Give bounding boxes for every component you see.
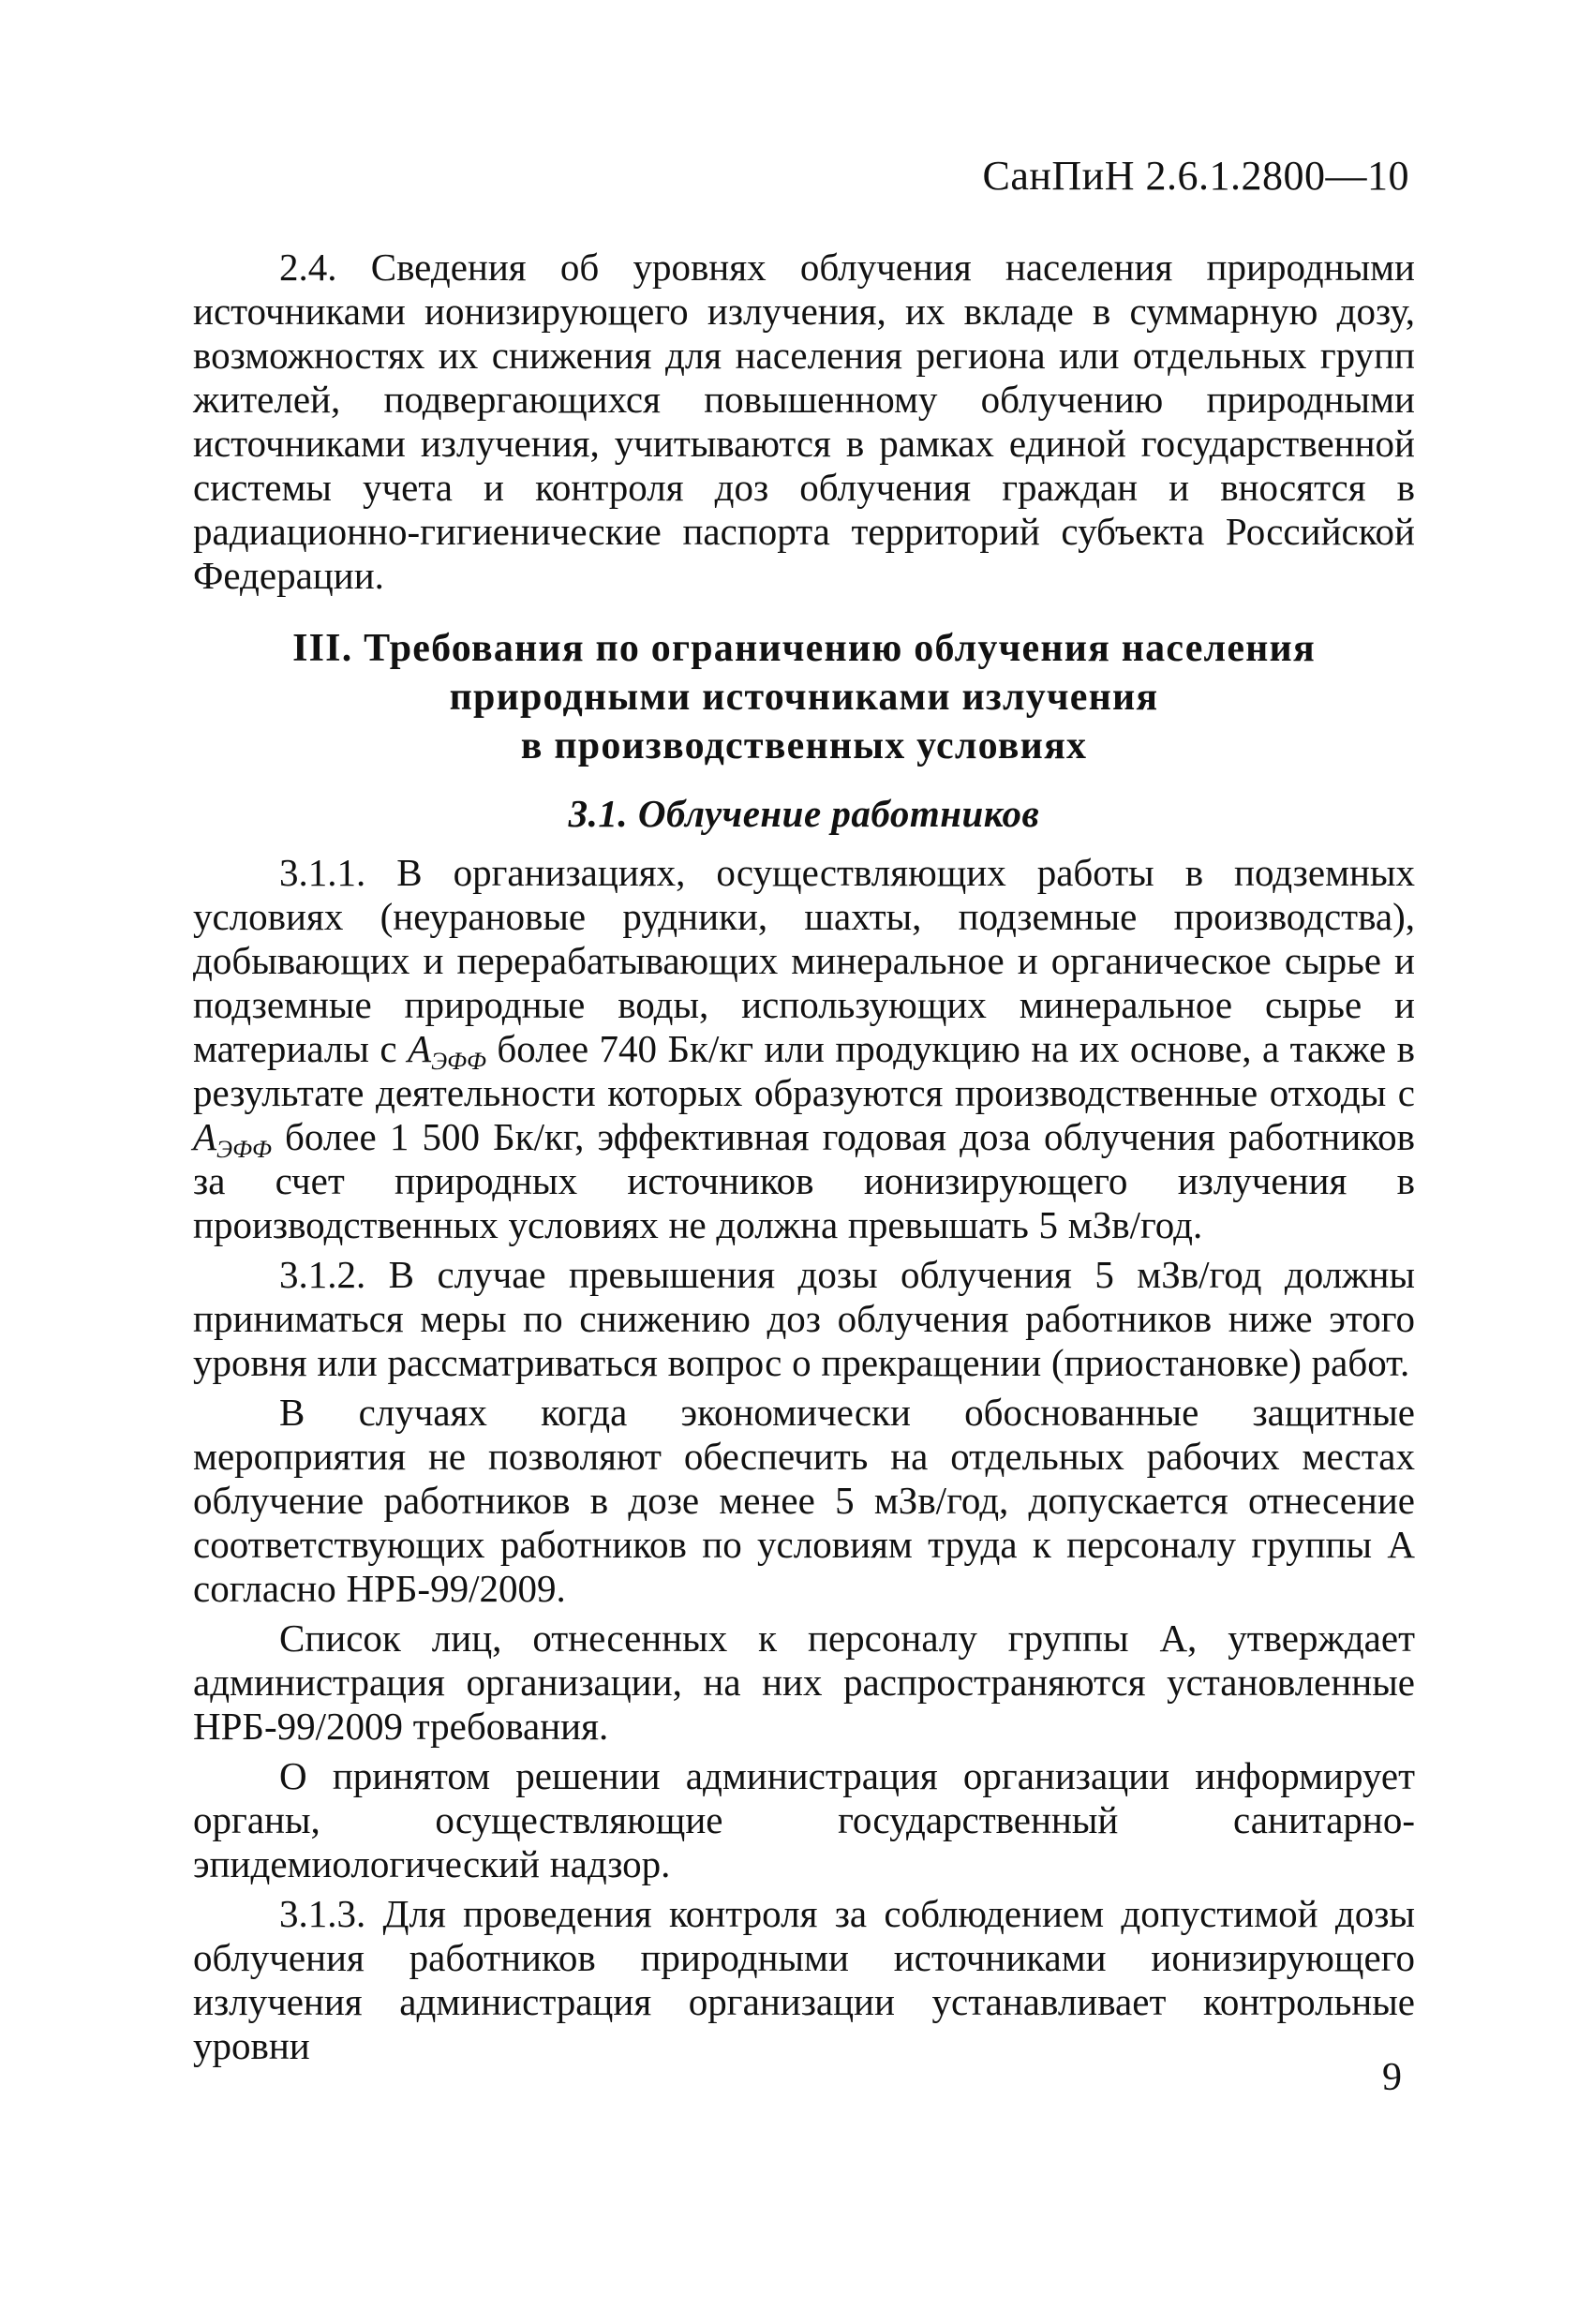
paragraph-3-1-1 bbox=[193, 851, 1415, 1247]
document-code-header: СанПиН 2.6.1.2800—10 bbox=[982, 153, 1409, 199]
activity-symbol: А bbox=[408, 1027, 432, 1070]
section-3-heading-line-3: в производственных условиях bbox=[520, 724, 1088, 767]
paragraph-3-1-1-part-2: более 740 Бк/кг или продукцию на их основе, а также в результате деятельности которых образуются производственные отходы с bbox=[193, 1027, 1416, 1114]
paragraph-group-a-list: Список лиц, отнесенных к персоналу группы А, утверждает администрация организации, на них распространяются установленные НРБ-99/2009 требования. bbox=[193, 1616, 1415, 1748]
subsection-3-1-heading: 3.1. Облучение работников bbox=[568, 792, 1040, 835]
page-body bbox=[193, 246, 1415, 2068]
paragraph-3-1-2: 3.1.2. В случае превышения дозы облучения 5 мЗв/год должны приниматься меры по снижению доз облучения работников ниже этого уровня или рассматриваться вопрос о прекращении (приостановке) работ. bbox=[193, 1253, 1415, 1384]
section-3-heading-line-1: III. Требования по ограничению облучения населения bbox=[292, 627, 1316, 670]
paragraph-2-4: 2.4. Сведения об уровнях облучения населения природными источниками ионизирующего излучения, их вкладе в суммарную дозу, возможностях их снижения для населения региона или отдельных групп жителей, подвергающихся повышенному облучению природными источниками излучения, учитываются в рамках единой государственной системы учета и контроля доз облучения граждан и вносятся в радиационно-гигиенические паспорта территорий субъекта Российской Федерации. bbox=[193, 246, 1415, 597]
activity-subscript: ЭФФ bbox=[216, 1136, 272, 1163]
paragraph-decision-notice: О принятом решении администрация организации информирует органы, осуществляющие государственный санитарно-эпидемиологический надзор. bbox=[193, 1754, 1415, 1885]
paragraph-3-1-1-part-3: более 1 500 Бк/кг, эффективная годовая доза облучения работников за счет природных источников ионизирующего излучения в производственных условиях не должна превышать 5 мЗв/год. bbox=[193, 1115, 1415, 1246]
paragraph-cases: В случаях когда экономически обоснованные защитные мероприятия не позволяют обеспечить на отдельных рабочих местах облучение работников в дозе менее 5 мЗв/год, допускается отнесение соответствующих работников по условиям труда к персоналу группы А согласно НРБ-99/2009. bbox=[193, 1391, 1415, 1610]
activity-subscript: ЭФФ bbox=[431, 1048, 486, 1075]
paragraph-3-1-3: 3.1.3. Для проведения контроля за соблюдением допустимой дозы облучения работников природными источниками ионизирующего излучения администрация организации устанавливает контрольные уровни bbox=[193, 1892, 1415, 2067]
paragraph-3-1-1-part-1: 3.1.1. В организациях, осуществляющих работы в подземных условиях (неурановые рудники, шахты, подземные производства), добывающих и перерабатывающих минеральное и органическое сырье и подземные природные воды, использующих минеральное сырье и материалы с bbox=[193, 851, 1415, 1070]
section-3-heading bbox=[193, 624, 1415, 770]
section-3-heading-line-2: природными источниками излучения bbox=[449, 676, 1159, 719]
page-number: 9 bbox=[1382, 2056, 1402, 2099]
activity-symbol: А bbox=[193, 1115, 217, 1158]
